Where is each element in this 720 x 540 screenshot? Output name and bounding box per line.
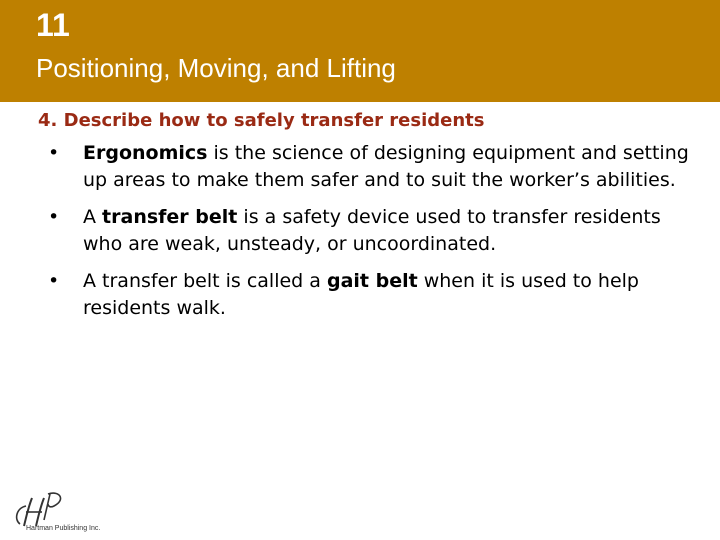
bullet-text-bold: Ergonomics [83,142,208,164]
bullet-text: A [83,206,103,228]
bullet-item [42,204,702,258]
title-banner [0,0,720,102]
bullet-icon: • [48,142,60,164]
bullet-text: is the science of designing equipment and setting up areas to make them safer and to suit the worker’s abilities. [83,142,689,191]
bullet-item [42,268,702,322]
bullet-icon: • [48,206,60,228]
slide-subtitle: 4. Describe how to safely transfer residents [38,110,485,131]
bullet-text: when it is used to help residents walk. [83,270,639,319]
bullet-icon: • [48,270,60,292]
bullet-text: is a safety device used to transfer residents who are weak, unsteady, or uncoordinated. [83,206,661,255]
bullet-list [42,140,702,332]
logo-mark [10,490,120,532]
bullet-text: A transfer belt is called a [83,270,327,292]
hartman-publishing-logo-icon [10,490,120,532]
bullet-text-bold: transfer belt [102,206,238,228]
bullet-item [42,140,702,194]
chapter-number: 11 [36,7,70,43]
chapter-title: Positioning, Moving, and Lifting [36,53,396,83]
bullet-text-bold: gait belt [326,270,418,292]
logo-text: Hartman Publishing Inc. [26,525,101,532]
